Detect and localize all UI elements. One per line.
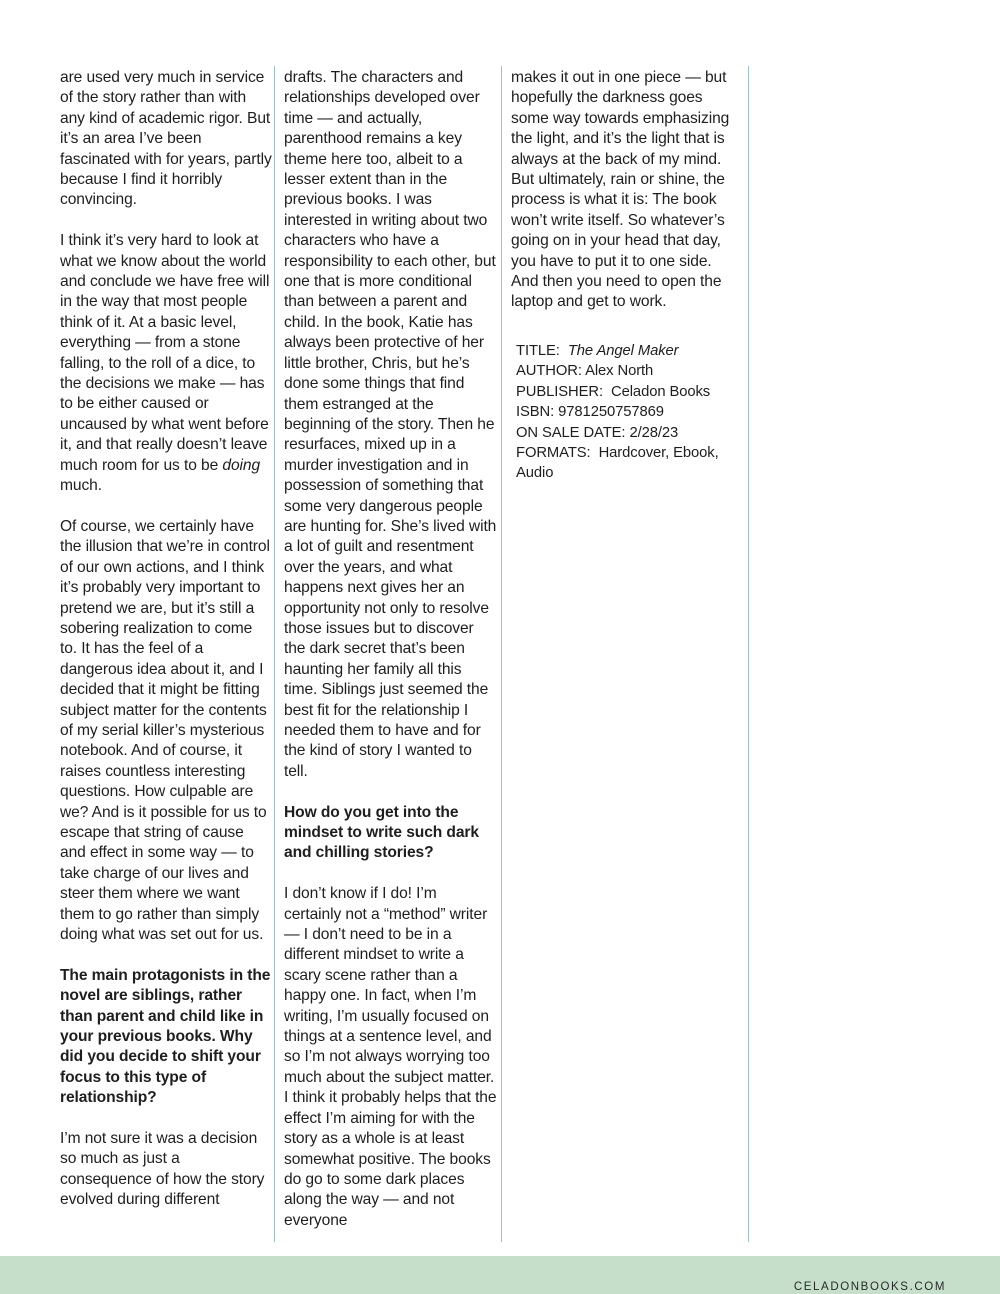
body-paragraph: drafts. The characters and relationships developed over time — and actually, parenthood remains a key theme here too, albeit to a lesser extent than in the previous books. I was interested in writing about two characters who have a responsibility to each other, but one that is more conditional than between a parent and child. In the book, Katie has always been protective of her little brother, Chris, but he’s done some things that find them estranged at the beginning of the story. Then he resurfaces, mixed up in a murder investigation and in possession of something that some very dangerous people are hunting for. She’s lived with a lot of guilt and resentment over the years, and what happens next gives her an opportunity not only to resolve those issues but to discover the dark secret that’s been haunting her family all this time. Siblings just seemed the best fit for the relationship I needed them to have and for the kind of story I wanted to tell. — [284, 69, 497, 780]
sale-date-value: 2/28/23 — [629, 424, 679, 441]
book-info-block — [516, 341, 739, 484]
sale-date-label: ON SALE DATE: — [516, 424, 626, 441]
body-paragraph: I’m not sure it was a decision so much as just a consequence of how the story evolved during different — [60, 1130, 265, 1209]
body-paragraph: Of course, we certainly have the illusion that we’re in control of our own actions, and I think it’s probably very important to pretend we are, but it’s still a sobering realization to come to. It has the feel of a dangerous idea about it, and I decided that it might be fitting subject matter for the contents of my serial killer’s mysterious notebook. And of course, it raises countless interesting questions. How culpable are we? And is it possible for us to escape that string of cause and effect in some way — to take charge of our lives and steer them where we want them to go rather than simply doing what was set out for us. — [60, 517, 270, 944]
formats-label: FORMATS: — [516, 444, 591, 461]
column-divider-3 — [748, 66, 749, 1242]
publisher-label: PUBLISHER: — [516, 383, 603, 400]
column-divider-1 — [274, 66, 275, 1242]
footer-website-link[interactable]: CELADONBOOKS.COM — [793, 1281, 946, 1293]
article-column-3 — [511, 68, 739, 484]
body-paragraph: makes it out in one piece — but hopefully the darkness goes some way towards emphasizing the light, and it’s the light that is always at the back of my mind. But ultimately, rain or shine, the process is what it is: The book won’t write itself. So whatever’s going on in your head that day, you have to put it to one side. And then you need to open the laptop and get to work. — [511, 69, 730, 311]
title-value: The Angel Maker — [567, 342, 679, 359]
author-label: AUTHOR: — [516, 363, 582, 380]
paragraph-text: I think it’s very hard to look at what we know about the world and conclude we have free will in the way that most people think of it. At a basic level, everything — from a stone falling, to the roll of a dice, to the decisions we make — has to be either caused or uncaused by what went before it, and that really doesn’t leave much room for us to be — [60, 232, 270, 474]
paragraph-text: much. — [60, 477, 102, 495]
interview-question: How do you get into the mindset to write such dark and chilling stories? — [284, 803, 479, 862]
article-column-1 — [60, 68, 272, 1231]
column-divider-2 — [501, 66, 502, 1242]
isbn-value: 9781250757869 — [558, 404, 664, 421]
interview-question: The main protagonists in the novel are siblings, rather than parent and child like in your previous books. Why did you decide to shift your focus to this type of relationship? — [60, 966, 271, 1107]
formats-value: Hardcover, Ebook, Audio — [516, 444, 719, 482]
book-author-line — [516, 361, 739, 381]
publisher-value: Celadon Books — [611, 383, 711, 400]
isbn-label: ISBN: — [516, 404, 555, 421]
emphasis-text: doing — [222, 456, 261, 474]
book-isbn-line — [516, 402, 739, 422]
book-publisher-line — [516, 382, 739, 402]
book-title-line — [516, 341, 739, 361]
article-column-2 — [284, 68, 498, 1252]
body-paragraph: I don’t know if I do! I’m certainly not a “method” writer — I don’t need to be in a different mindset to write a scary scene rather than a happy one. In fact, when I’m writing, I’m usually focused on things at a sentence level, and so I’m not always worrying too much about the subject matter. I think it probably helps that the effect I’m aiming for with the story as a whole is at least somewhat positive. The books do go to some dark places along the way — and not everyone — [284, 885, 497, 1229]
author-value: Alex North — [585, 363, 654, 380]
body-paragraph: are used very much in service of the story rather than with any kind of academic rigor. But it’s an area I’ve been fascinated with for years, partly because I find it horribly convincing. — [60, 69, 272, 209]
body-paragraph — [60, 231, 272, 496]
book-formats-line — [516, 443, 739, 484]
title-label: TITLE: — [516, 342, 560, 359]
book-sale-date-line — [516, 423, 739, 443]
